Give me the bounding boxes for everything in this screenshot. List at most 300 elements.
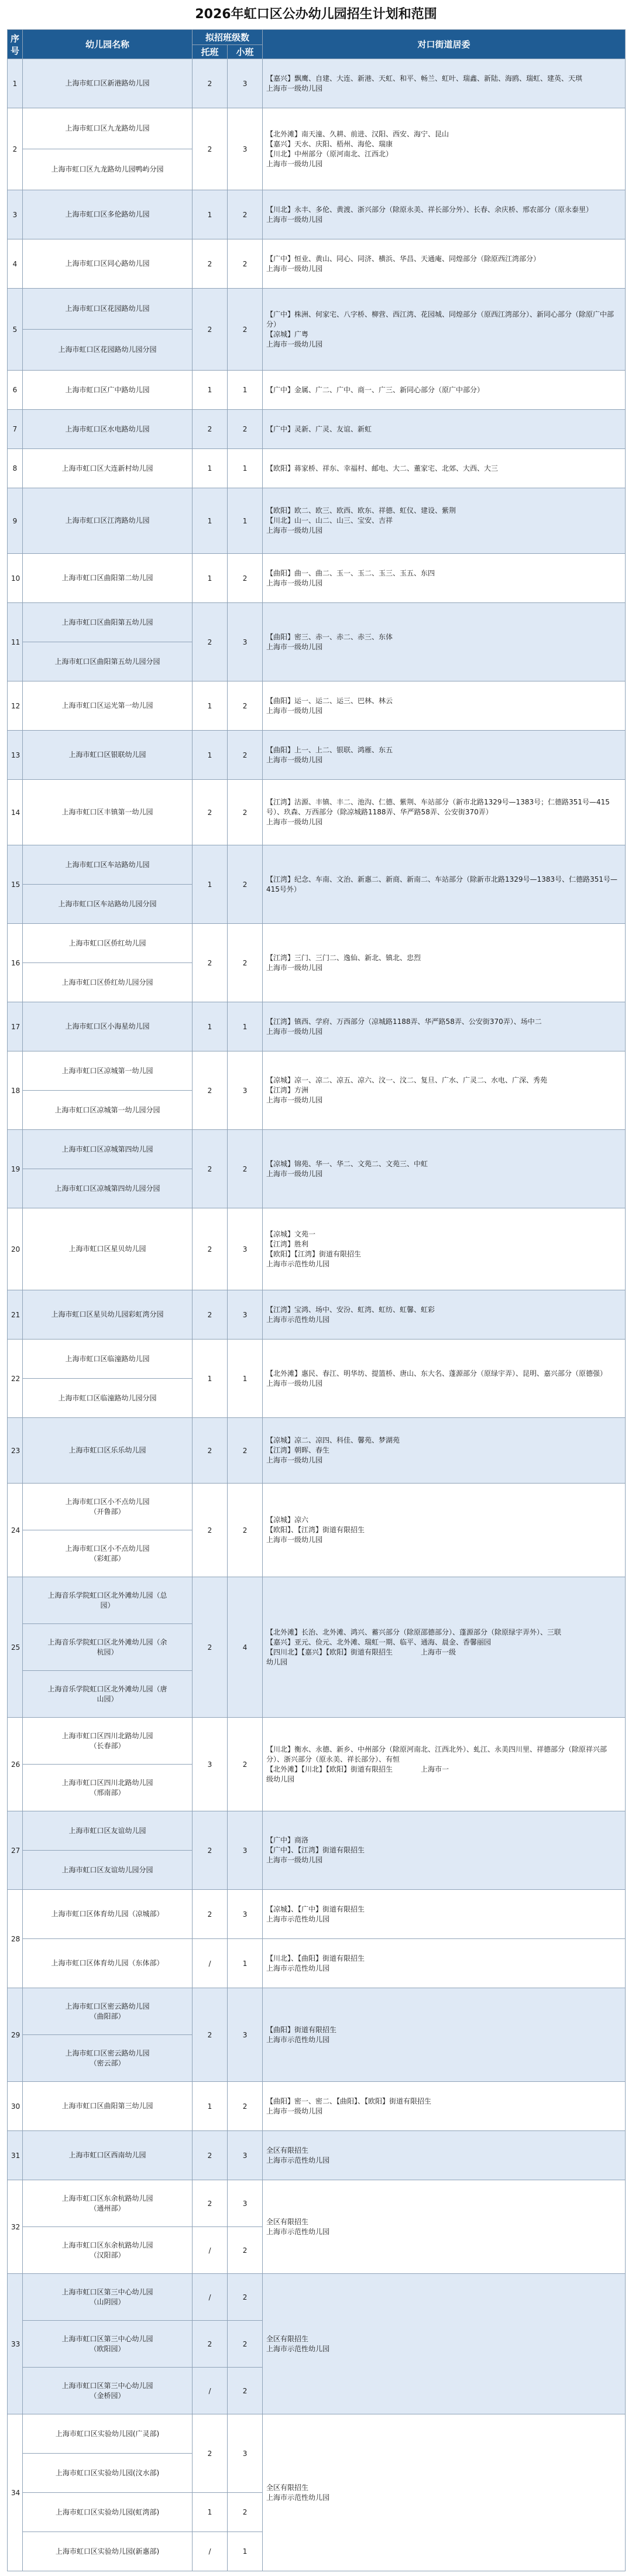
- table-body: [8, 59, 626, 2571]
- text-line: 【凉城】凉六: [266, 1516, 309, 1524]
- small-class-count: 2: [228, 554, 263, 603]
- text-line: （开鲁部）: [90, 1507, 125, 1516]
- text-line: 上海市示范性幼儿园: [266, 1259, 330, 1268]
- catchment-area: [263, 1290, 626, 1340]
- row-number: 16: [8, 924, 23, 1002]
- small-class-count: 3: [228, 1811, 263, 1890]
- toddler-class-count: 2: [193, 1208, 228, 1290]
- small-class-count: 3: [228, 1290, 263, 1340]
- toddler-class-count: 2: [193, 1484, 228, 1577]
- table-row: [8, 2131, 626, 2180]
- text-line: 上海市虹口区车站路幼儿园分园: [58, 899, 157, 908]
- kindergarten-name: [23, 410, 193, 449]
- small-class-count: 3: [228, 2180, 263, 2227]
- row-number: 1: [8, 59, 23, 108]
- row-number: 7: [8, 410, 23, 449]
- small-class-count: 3: [228, 1988, 263, 2082]
- text-line: 【江湾】方洲: [266, 1086, 309, 1094]
- toddler-class-count: 1: [193, 681, 228, 731]
- small-class-count: 2: [228, 1418, 263, 1484]
- text-line: 【欧阳】、【江湾】街道有限招生: [266, 1526, 365, 1534]
- catchment-area: [263, 924, 626, 1002]
- toddler-class-count: 1: [193, 845, 228, 924]
- kindergarten-name: [23, 190, 193, 239]
- row-number: 3: [8, 190, 23, 239]
- toddler-class-count: 2: [193, 59, 228, 108]
- catchment-area: [263, 2082, 626, 2131]
- text-line: 上海市虹口区广中路幼儿园: [65, 385, 150, 394]
- toddler-class-count: 1: [193, 1002, 228, 1051]
- table-row: [8, 2180, 626, 2227]
- kindergarten-name: [23, 2035, 193, 2082]
- text-line: 上海市一级幼儿园: [266, 1169, 323, 1178]
- catchment-area: [263, 603, 626, 681]
- text-line: 园）: [100, 1601, 115, 1609]
- text-line: 上海音乐学院虹口区北外滩幼儿园（余: [47, 1638, 167, 1646]
- kindergarten-name: [23, 2321, 193, 2368]
- catchment-area: [263, 2414, 626, 2571]
- small-class-count: 3: [228, 1208, 263, 1290]
- text-line: 【广中】商洛: [266, 1836, 309, 1844]
- text-line: 【凉城】、【广中】街道有限招生: [266, 1904, 365, 1913]
- text-line: 上海市虹口区侨红幼儿园分园: [61, 978, 153, 986]
- text-line: 杭园）: [97, 1647, 118, 1656]
- row-number: 30: [8, 2082, 23, 2131]
- text-line: 上海市虹口区东余杭路幼儿园: [61, 2241, 153, 2249]
- toddler-class-count: /: [193, 2368, 228, 2414]
- small-class-count: 2: [228, 2227, 263, 2274]
- kindergarten-name: [23, 330, 193, 371]
- text-line: 【凉城】凉二、凉四、科佳、馨苑、梦湖苑: [266, 1436, 400, 1444]
- row-number: 4: [8, 239, 23, 289]
- row-number: 22: [8, 1340, 23, 1418]
- text-line: 【凉城】锦苑、华一、华二、文苑二、文苑三、中虹: [266, 1159, 428, 1168]
- toddler-class-count: 2: [193, 1418, 228, 1484]
- kindergarten-name: [23, 149, 193, 190]
- table-row: [8, 410, 626, 449]
- text-line: 上海市一级幼儿园: [266, 578, 323, 587]
- row-number: 32: [8, 2180, 23, 2274]
- row-number: 11: [8, 603, 23, 681]
- catchment-area: [263, 190, 626, 239]
- kindergarten-name: [23, 1051, 193, 1091]
- toddler-class-count: 2: [193, 108, 228, 190]
- text-line: 上海市一级幼儿园: [266, 159, 323, 168]
- text-line: 上海市一级幼儿园: [266, 963, 323, 972]
- row-number: 26: [8, 1718, 23, 1811]
- table-row: [8, 554, 626, 603]
- row-number: 20: [8, 1208, 23, 1290]
- table-row: [8, 1002, 626, 1051]
- row-number: 31: [8, 2131, 23, 2180]
- kindergarten-name: [23, 1851, 193, 1890]
- kindergarten-name: [23, 1208, 193, 1290]
- toddler-class-count: 2: [193, 239, 228, 289]
- text-line: 上海市虹口区友谊幼儿园: [68, 1826, 146, 1835]
- table-row: [8, 488, 626, 554]
- catchment-area: [263, 1484, 626, 1577]
- small-class-count: 3: [228, 2131, 263, 2180]
- table-head: [8, 30, 626, 59]
- small-class-count: 1: [228, 1340, 263, 1418]
- row-number: 14: [8, 780, 23, 845]
- catchment-area: [263, 681, 626, 731]
- text-line: 上海市虹口区花园路幼儿园分园: [58, 345, 157, 354]
- table-row: [8, 239, 626, 289]
- text-line: 【江湾】朝晖、春生: [266, 1446, 330, 1454]
- text-line: 【凉城】广粤: [266, 330, 309, 338]
- text-line: 上海市一级幼儿园: [266, 2106, 323, 2115]
- table-row: [8, 1988, 626, 2035]
- kindergarten-name: [23, 289, 193, 330]
- text-line: 上海市一级幼儿园: [266, 1856, 323, 1864]
- small-class-count: 1: [228, 1002, 263, 1051]
- text-line: 上海市虹口区侨红幼儿园: [68, 938, 146, 947]
- kindergarten-name: [23, 2082, 193, 2131]
- text-line: 上海市虹口区第三中心幼儿园: [61, 2334, 153, 2343]
- kindergarten-name: [23, 1811, 193, 1851]
- small-class-count: 3: [228, 59, 263, 108]
- row-number: 34: [8, 2414, 23, 2571]
- text-line: 【凉城】凉一、凉二、凉五、凉六、汶一、汶二、复旦、广水、广灵二、水电、广深、秀苑: [266, 1076, 548, 1084]
- table-row: [8, 2274, 626, 2321]
- kindergarten-name: [23, 1530, 193, 1577]
- text-line: 【川北】永丰、多伦、黄渡、浙兴部分（除原永美、祥长部分外）、长春、余庆桥、邢农部分（原永泰里）: [266, 205, 593, 214]
- row-number: 9: [8, 488, 23, 554]
- kindergarten-name: [23, 108, 193, 149]
- small-class-count: 1: [228, 449, 263, 488]
- table-row: [8, 1718, 626, 1765]
- kindergarten-name: [23, 1939, 193, 1988]
- catchment-area: [263, 410, 626, 449]
- kindergarten-name: [23, 2274, 193, 2321]
- small-class-count: 2: [228, 2493, 263, 2532]
- row-number: 28: [8, 1890, 23, 1988]
- text-line: 上海市一级幼儿园: [266, 215, 323, 224]
- toddler-class-count: 2: [193, 289, 228, 371]
- text-line: 【广中】、【江湾】街道有限招生: [266, 1846, 365, 1854]
- text-line: 【广中】恒业、黄山、同心、同济、横浜、华昌、天通庵、同煌部分（除原西江湾部分）: [266, 254, 541, 263]
- catchment-area: [263, 1577, 626, 1718]
- catchment-area: [263, 289, 626, 371]
- toddler-class-count: 1: [193, 1340, 228, 1418]
- small-class-count: 2: [228, 845, 263, 924]
- text-line: 全区有限招生: [266, 2217, 309, 2226]
- row-number: 27: [8, 1811, 23, 1890]
- text-line: 【嘉兴】飘鹰、自建、大连、新港、天虹、和平、畅兰、虹叶、瑞鑫、新陆、海鸥、瑞虹、建英、天琪: [266, 74, 583, 83]
- text-line: 上海市虹口区友谊幼儿园分园: [61, 1865, 153, 1874]
- catchment-area: [263, 59, 626, 108]
- kindergarten-name: [23, 488, 193, 554]
- small-class-count: 1: [228, 371, 263, 410]
- small-class-count: 1: [228, 1939, 263, 1988]
- toddler-class-count: 1: [193, 488, 228, 554]
- text-line: （长春部）: [90, 1741, 125, 1750]
- row-number: 5: [8, 289, 23, 371]
- small-class-count: 1: [228, 488, 263, 554]
- text-line: 【曲阳】密三、赤一、赤二、赤三、东体: [266, 632, 393, 641]
- text-line: 上海市示范性幼儿园: [266, 1315, 330, 1324]
- kindergarten-name: [23, 963, 193, 1002]
- table-row: [8, 1051, 626, 1091]
- small-class-count: 2: [228, 2368, 263, 2414]
- small-class-count: 2: [228, 239, 263, 289]
- small-class-count: 2: [228, 1718, 263, 1811]
- row-number: 19: [8, 1130, 23, 1208]
- catchment-area: [263, 1939, 626, 1988]
- toddler-class-count: 2: [193, 924, 228, 1002]
- text-line: 【川北】山一、山二、山三、宝安、吉祥: [266, 516, 393, 525]
- text-line: 【广中】灵新、广灵、友谊、新虹: [266, 424, 372, 433]
- table-row: [8, 2414, 626, 2454]
- text-line: 上海市虹口区凉城第一幼儿园: [61, 1066, 153, 1075]
- header-area: 对口街道居委: [263, 30, 626, 59]
- text-line: 【北外滩】【川北】【欧阳】街道有限招生 上海市一: [266, 1765, 449, 1773]
- small-class-count: 2: [228, 2082, 263, 2131]
- kindergarten-name: [23, 1002, 193, 1051]
- kindergarten-name: [23, 885, 193, 924]
- text-line: 上海市一级幼儿园: [266, 1456, 323, 1464]
- text-line: 上海市虹口区临潼路幼儿园: [65, 1354, 150, 1363]
- text-line: 【川北】、【曲阳】街道有限招生: [266, 1954, 365, 1962]
- text-line: 上海市虹口区四川北路幼儿园: [61, 1778, 153, 1787]
- text-line: 上海市虹口区新港路幼儿园: [65, 79, 150, 87]
- text-line: 上海市虹口区实验幼儿园(新惠部): [55, 2547, 160, 2556]
- text-line: 上海市虹口区乐乐幼儿园: [68, 1446, 146, 1454]
- row-number: 2: [8, 108, 23, 190]
- kindergarten-name: [23, 603, 193, 642]
- text-line: 上海市虹口区丰镇第一幼儿园: [61, 808, 153, 816]
- text-line: 上海市示范性幼儿园: [266, 2156, 330, 2164]
- text-line: 上海市虹口区曲阳第二幼儿园: [61, 574, 153, 582]
- row-number: 12: [8, 681, 23, 731]
- table-row: [8, 603, 626, 642]
- toddler-class-count: /: [193, 2274, 228, 2321]
- toddler-class-count: /: [193, 1939, 228, 1988]
- text-line: 上海音乐学院虹口区北外滩幼儿园（唐: [47, 1684, 167, 1693]
- small-class-count: 3: [228, 1890, 263, 1939]
- catchment-area: [263, 731, 626, 780]
- text-line: 【江湾】宝鸿、场中、安汾、虹湾、虹纺、虹馨、虹彩: [266, 1305, 435, 1314]
- kindergarten-name: [23, 681, 193, 731]
- text-line: 上海市虹口区体育幼儿园（东体部）: [51, 1959, 164, 1967]
- text-line: 上海市虹口区凉城第四幼儿园: [61, 1145, 153, 1153]
- text-line: 上海市虹口区凉城第一幼儿园分园: [54, 1105, 160, 1114]
- kindergarten-name: [23, 2180, 193, 2227]
- kindergarten-name: [23, 239, 193, 289]
- text-line: 上海市一级幼儿园: [266, 755, 323, 764]
- table-row: [8, 845, 626, 885]
- catchment-area: [263, 1811, 626, 1890]
- text-line: 山园）: [97, 1694, 118, 1703]
- text-line: 【川北】中州部分（原河南北、江西北）: [266, 149, 393, 158]
- kindergarten-name: [23, 1418, 193, 1484]
- text-line: 全区有限招生: [266, 2146, 309, 2154]
- kindergarten-name: [23, 1169, 193, 1208]
- text-line: 上海市示范性幼儿园: [266, 2344, 330, 2353]
- kindergarten-name: [23, 1340, 193, 1379]
- kindergarten-name: [23, 731, 193, 780]
- text-line: 上海市虹口区第三中心幼儿园: [61, 2381, 153, 2390]
- text-line: 上海市一级幼儿园: [266, 84, 323, 93]
- catchment-area: [263, 1130, 626, 1208]
- text-line: 上海市示范性幼儿园: [266, 1914, 330, 1923]
- text-line: 上海市虹口区东余杭路幼儿园: [61, 2194, 153, 2202]
- toddler-class-count: 1: [193, 449, 228, 488]
- table-row: [8, 1130, 626, 1169]
- small-class-count: 2: [228, 289, 263, 371]
- text-line: 【曲阳】运一、运二、运三、巴林、林云: [266, 696, 393, 705]
- table-row: [8, 1939, 626, 1988]
- table-row: [8, 1208, 626, 1290]
- toddler-class-count: 2: [193, 1130, 228, 1208]
- table-row: [8, 1484, 626, 1530]
- table-row: [8, 108, 626, 149]
- row-number: 25: [8, 1577, 23, 1718]
- table-row: [8, 190, 626, 239]
- text-line: 上海市虹口区凉城第四幼儿园分园: [54, 1184, 160, 1193]
- text-line: 上海市示范性幼儿园: [266, 1964, 330, 1972]
- small-class-count: 2: [228, 2321, 263, 2368]
- small-class-count: 4: [228, 1577, 263, 1718]
- catchment-area: [263, 554, 626, 603]
- table-row: [8, 1577, 626, 1624]
- small-class-count: 2: [228, 780, 263, 845]
- kindergarten-name: [23, 2368, 193, 2414]
- small-class-count: 2: [228, 731, 263, 780]
- toddler-class-count: /: [193, 2227, 228, 2274]
- header-toddler: 托班: [193, 45, 228, 59]
- toddler-class-count: 2: [193, 2321, 228, 2368]
- small-class-count: 3: [228, 108, 263, 190]
- table-row: [8, 1418, 626, 1484]
- text-line: 上海市一级幼儿园: [266, 1536, 323, 1544]
- table-row: [8, 449, 626, 488]
- text-line: 【江湾】沽源、丰镇、丰二、池沟、仁德、紫荆、车站部分（新市北路1329号—1383号；仁德路351号—415号）、玖森、万西部分（除凉城路1188弄、华严路58弄、公安街370弄）: [266, 798, 610, 816]
- small-class-count: 3: [228, 2414, 263, 2493]
- toddler-class-count: 2: [193, 1811, 228, 1890]
- text-line: 【曲阳】密一、密二、【曲阳】、【欧阳】街道有限招生: [266, 2097, 432, 2105]
- row-number: 10: [8, 554, 23, 603]
- text-line: 上海市虹口区曲阳第五幼儿园: [61, 618, 153, 626]
- small-class-count: 2: [228, 1130, 263, 1208]
- text-line: 上海市一级幼儿园: [266, 706, 323, 715]
- text-line: 上海市虹口区实验幼儿园(汶水部): [55, 2468, 160, 2477]
- row-number: 29: [8, 1988, 23, 2082]
- kindergarten-name: [23, 1671, 193, 1718]
- text-line: 上海市虹口区第三中心幼儿园: [61, 2287, 153, 2296]
- kindergarten-name: [23, 1577, 193, 1624]
- text-line: 【凉城】文苑一: [266, 1229, 316, 1238]
- text-line: 【欧阳】欧二、欧三、欧西、欧东、祥德、虹仪、建设、紫荆: [266, 506, 456, 515]
- table-row: [8, 681, 626, 731]
- small-class-count: 2: [228, 190, 263, 239]
- small-class-count: 2: [228, 1484, 263, 1577]
- catchment-area: [263, 1002, 626, 1051]
- row-number: 33: [8, 2274, 23, 2414]
- kindergarten-name: [23, 2532, 193, 2571]
- toddler-class-count: 2: [193, 1051, 228, 1130]
- toddler-class-count: /: [193, 2532, 228, 2571]
- text-line: 【江湾】胜利: [266, 1239, 309, 1248]
- header-name: 幼儿园名称: [23, 30, 193, 59]
- text-line: 上海市虹口区星贝幼儿园彩虹湾分园: [51, 1310, 164, 1318]
- table-row: [8, 371, 626, 410]
- header-classes: 拟招班级数: [193, 30, 263, 45]
- text-line: （欧阳园）: [90, 2344, 125, 2353]
- text-line: 【北外滩】惠民、春江、明华坊、提篮桥、唐山、东大名、蓬源部分（原绿宇弄）、昆明、嘉兴部分（原德强）: [266, 1369, 607, 1378]
- kindergarten-name: [23, 371, 193, 410]
- kindergarten-name: [23, 2414, 193, 2454]
- row-number: 13: [8, 731, 23, 780]
- toddler-class-count: 2: [193, 2180, 228, 2227]
- text-line: 上海市虹口区小不点幼儿园: [65, 1544, 150, 1553]
- small-class-count: 3: [228, 1051, 263, 1130]
- small-class-count: 2: [228, 2274, 263, 2321]
- table-row: [8, 780, 626, 845]
- text-line: 【广中】株洲、何家宅、八字桥、柳营、西江湾、花园城、同煌部分（原西江湾部分）、新同心部分（除原广中部分）: [266, 310, 614, 328]
- catchment-area: [263, 2131, 626, 2180]
- text-line: 【北外滩】南天潼、久耕、前进、汉阳、西安、海宁、昆山: [266, 129, 449, 138]
- kindergarten-name: [23, 1290, 193, 1340]
- page-title: 2026年虹口区公办幼儿园招生计划和范围: [195, 7, 437, 22]
- catchment-area: [263, 780, 626, 845]
- text-line: 上海市虹口区四川北路幼儿园: [61, 1731, 153, 1740]
- catchment-area: [263, 488, 626, 554]
- text-line: 【江湾】镇西、学府、万西部分（凉城路1188弄、华严路58弄、公安街370弄）、场中二: [266, 1017, 542, 1026]
- text-line: 上海市虹口区江湾路幼儿园: [65, 516, 150, 525]
- kindergarten-name: [23, 780, 193, 845]
- row-number: 15: [8, 845, 23, 924]
- text-line: 【江湾】三门、三门二、逸仙、新北、镇北、忠烈: [266, 953, 421, 962]
- text-line: 上海市一级幼儿园: [266, 526, 323, 535]
- catchment-area: [263, 239, 626, 289]
- text-line: 上海市虹口区星贝幼儿园: [68, 1245, 146, 1253]
- toddler-class-count: 2: [193, 2131, 228, 2180]
- text-line: （通州部）: [90, 2204, 125, 2212]
- toddler-class-count: 2: [193, 410, 228, 449]
- text-line: 上海市虹口区曲阳第三幼儿园: [61, 2102, 153, 2110]
- catchment-area: [263, 845, 626, 924]
- table-row: [8, 1290, 626, 1340]
- small-class-count: 1: [228, 2532, 263, 2571]
- catchment-area: [263, 1418, 626, 1484]
- toddler-class-count: 2: [193, 1290, 228, 1340]
- text-line: 上海市虹口区体育幼儿园（凉城部）: [51, 1910, 164, 1918]
- text-line: 上海市一级幼儿园: [266, 1096, 323, 1104]
- text-line: 上海市虹口区实验幼儿园(广灵部): [55, 2429, 160, 2438]
- toddler-class-count: 1: [193, 2082, 228, 2131]
- toddler-class-count: 2: [193, 780, 228, 845]
- catchment-area: [263, 2180, 626, 2274]
- table-row: [8, 289, 626, 330]
- text-line: 【欧阳】【江湾】街道有限招生: [266, 1249, 362, 1258]
- text-line: 上海市虹口区西南幼儿园: [68, 2151, 146, 2159]
- text-line: 上海市一级幼儿园: [266, 1027, 323, 1036]
- catchment-area: [263, 449, 626, 488]
- kindergarten-name: [23, 1718, 193, 1765]
- kindergarten-name: [23, 845, 193, 885]
- text-line: 上海市一级幼儿园: [266, 1379, 323, 1388]
- text-line: 上海市虹口区同心路幼儿园: [65, 259, 150, 268]
- kindergarten-name: [23, 59, 193, 108]
- text-line: 上海市虹口区小不点幼儿园: [65, 1497, 150, 1506]
- toddler-class-count: 1: [193, 2493, 228, 2532]
- text-line: 上海市虹口区银联幼儿园: [68, 751, 146, 759]
- catchment-area: [263, 108, 626, 190]
- row-number: 24: [8, 1484, 23, 1577]
- text-line: 上海市一级幼儿园: [266, 340, 323, 348]
